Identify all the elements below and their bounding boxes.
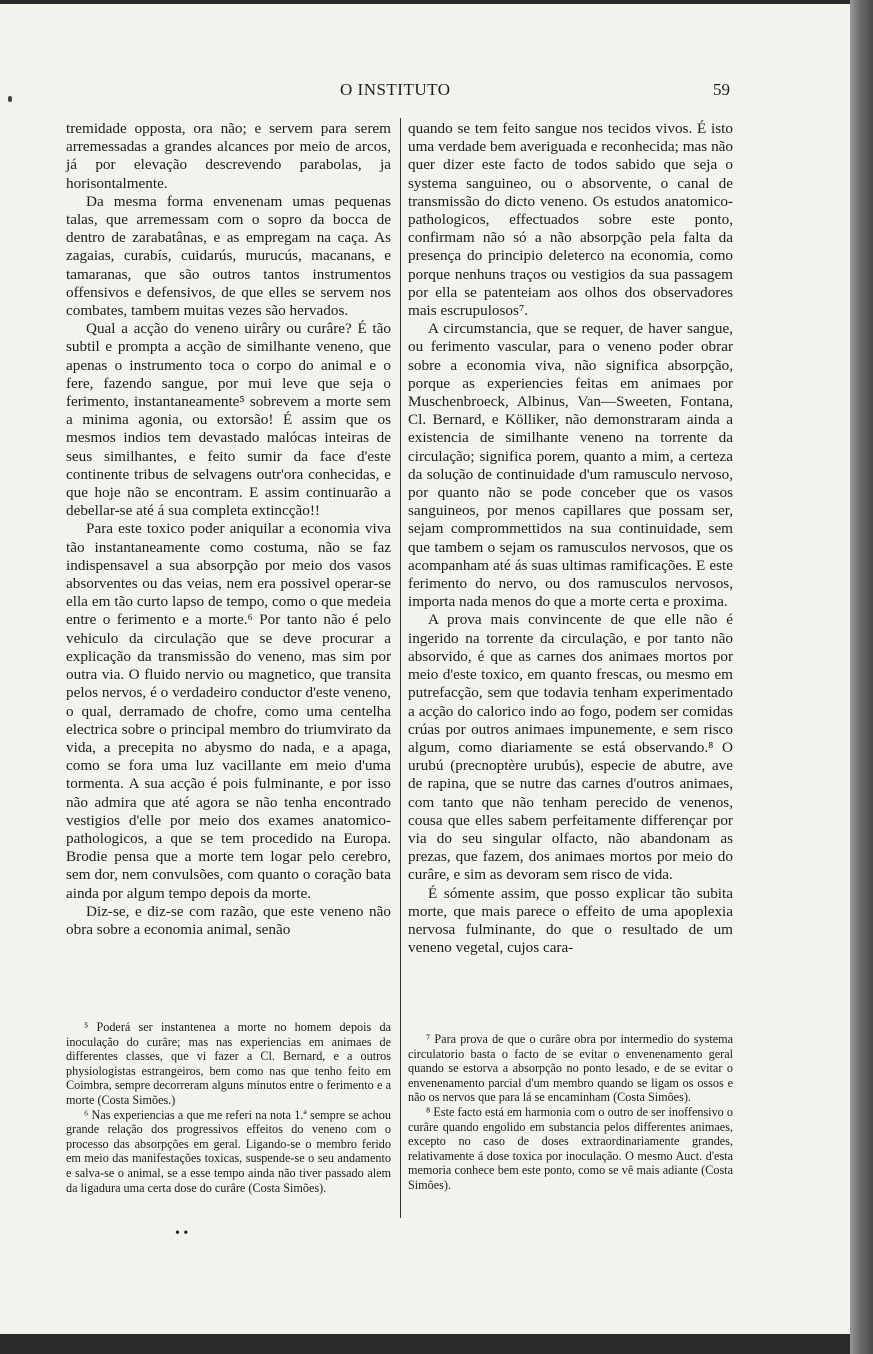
footnote: ⁵ Poderá ser instantenea a morte no homem depois da inoculação do curâre; mas nas experiencias em animaes de differentes classes, que vi fazer a Cl. Bernard, e a outros physiologistas estrangeiros, bem como nas que tenho feito em Coimbra, sempre decorreram alguns minutos entre o ferimento e a morte (Costa Simões.) [66,1020,391,1107]
page-header [0,80,850,104]
paragraph: Qual a acção do veneno uirâry ou curâre? É tão subtil e prompta a acção de similhante veneno, que apenas o instrumento toca o corpo do animal e o fere, fazendo sangue, por mui leve que seja o ferimento, instantaneamente⁵ sobrevem a morte sem a minima agonia, ou extorsão! É assim que os mesmos indios tem devastado malócas inteiras de seus similhantes, e feito sumir da face d'este continente tribus de selvagens outr'ora conhecidas, e que hoje não se encontram. E assim continuarão a debellar-se até á sua completa extincção!! [66,320,391,520]
footnotes-left [66,1020,391,1195]
book-page-edge [850,0,873,1354]
column-divider [400,118,401,1218]
paragraph: Para este toxico poder aniquilar a economia viva tão instantaneamente como costuma, não se faz indispensavel a sua absorpção por meio dos vasos absorventes ou das veias, nem era possivel operar-se ella em tão curto lapso de tempo, como o que medeia entre o ferimento e a morte.⁶ Por tanto não é pelo vehiculo da circulação que se deve procurar a explicação da transmissão do veneno, mas sim por outra via. O fluido nervio ou magnetico, que transita pelos nervos, é o verdadeiro conductor d'este veneno, o qual, derramado de chofre, como uma centelha electrica sobre o principal membro do triumvirato da vida, a precepita no abysmo do nada, e a apaga, como se fora uma luz vacillante em meio d'uma tormenta. A sua acção é pois fulminante, e por isso não admira que até agora se não tenha encontrado vestigios d'elle por meio dos exames anatomico-pathologicos, a que se tem procedido na Europa. Brodie pensa que a morte tem logar pelo cerebro, sem dor, nem convulsões, com quanto o coração bata ainda por algum tempo depois da morte. [66,520,391,902]
right-column [408,120,733,957]
left-column [66,120,391,939]
footnote: ⁸ Este facto está em harmonia com o outro de ser inoffensivo o curâre quando engolido em substancia pelos differentes animaes, excepto no caso de doses extraordinariamente grandes, relativamente á dose toxica por inoculação. O mesmo Auct. d'esta memoria conhece bem este ponto, como se vê mais adiante (Costa Simões). [408,1104,733,1192]
footnote: ⁷ Para prova de que o curâre obra por intermedio do systema circulatorio basta o facto de se evitar o envenenamento geral quando se estorva a absorpção no ponto lesado, e de se evitar o envenenamento parcial d'um membro quando se ligam os ossos e não os nervos que para lá se encaminham (Costa Simões). [408,1032,733,1105]
paragraph: A prova mais convincente de que elle não é ingerido na torrente da circulação, e por tanto não absorvido, é que as carnes dos animaes mortos por meio d'este toxico, em quanto frescas, ou mesmo em putrefacção, sem que todavia tenham experimentado a acção do calorico indo ao fogo, podem ser comidas crúas por outros animaes impunemente, e sem risco algum, como diariamente se está observando.⁸ O urubú (precnoptère urubús), especie de abutre, ave de rapina, que se nutre das carnes d'outros animaes, com tanto que não tenham perecido de venenos, cousa que elles sabem perfeitamente differençar por via do seu singular olfacto, não abandonam as prezas, que fazem, dos animaes mortos por meio do curâre, e sim as devoram sem risco de vida. [408,611,733,884]
paragraph: A circumstancia, que se requer, de haver sangue, ou ferimento vascular, para o veneno poder obrar sobre a economia viva, não significa absorpção, porque as experiencies feitas em animaes por Muschenbroeck, Albinus, Van—Sweeten, Fontana, Cl. Bernard, e Kölliker, não demonstraram ainda a existencia de similhante veneno na torrente da circulação; significa porem, quanto a mim, a certeza da solução de continuidade d'um ramusculo nervoso, por quanto não se pode conceber que os vasos sanguineos, por menos capillares que possam ser, sejam comprommettidos na sua continuidade, sem que tambem o sejam os ramusculos nervosos, que os acompanham até ás suas ultimas ramificações. E este ferimento do nervo, ou dos ramusculos nervosos, importa nada menos do que a morte certa e proxima. [408,320,733,611]
paragraph: Diz-se, e diz-se com razão, que este veneno não obra sobre a economia animal, senão [66,902,391,938]
paragraph: É sómente assim, que posso explicar tão subita morte, que mais parece o effeito de uma apoplexia nervosa fulminante, do que o resultado de um veneno vegetal, cujos cara- [408,884,733,957]
paragraph: quando se tem feito sangue nos tecidos vivos. É isto uma verdade bem averiguada e reconhecida; mas não quer dizer este facto de todos sabido que seja o systema sanguineo, ou o absorvente, o canal de transmissão do dicto veneno. Os estudos anatomico-pathologicos, effectuados sobre este ponto, confirmam não só a não absorpção pela falta da presença do principio deleterco na economia, como porque nenhuns traços ou vestigios da sua passagem por ella se patenteiam aos olhos dos observadores mais escrupulosos⁷. [408,120,733,320]
footnotes-right [408,1032,733,1193]
running-head: O INSTITUTO [340,80,451,99]
paragraph: tremidade opposta, ora não; e servem para serem arremessadas a grandes alcances por meio de arcos, já por elevação descrevendo parabolas, ja horisontalmente. [66,120,391,192]
footnote: ⁶ Nas experiencias a que me referi na nota 1.ª sempre se achou grande relação dos progressivos effeitos do veneno com o processo das absorpções em geral. Ligando-se o membro ferido em meio das manifestações toxicas, suspende-se o seu andamento e salva-se o animal, se a esse tempo ainda não tiver passado alem da ligadura uma certa dose do curâre (Costa Simões). [66,1107,391,1195]
paragraph: Da mesma forma envenenam umas pequenas talas, que arremessam com o sopro da bocca de dentro de zarabatânas, e as empregam na caça. As zagaias, curabís, cuidarús, murucús, macanans, e tamaranas, que são outros tantos instrumentos offensivos e defensivos, de que elles se servem nos combates, tambem muitas vezes são hervados. [66,192,391,320]
book-page [0,4,850,1334]
page-number: 59 [713,80,730,99]
bottom-dots: • • [175,1226,189,1241]
